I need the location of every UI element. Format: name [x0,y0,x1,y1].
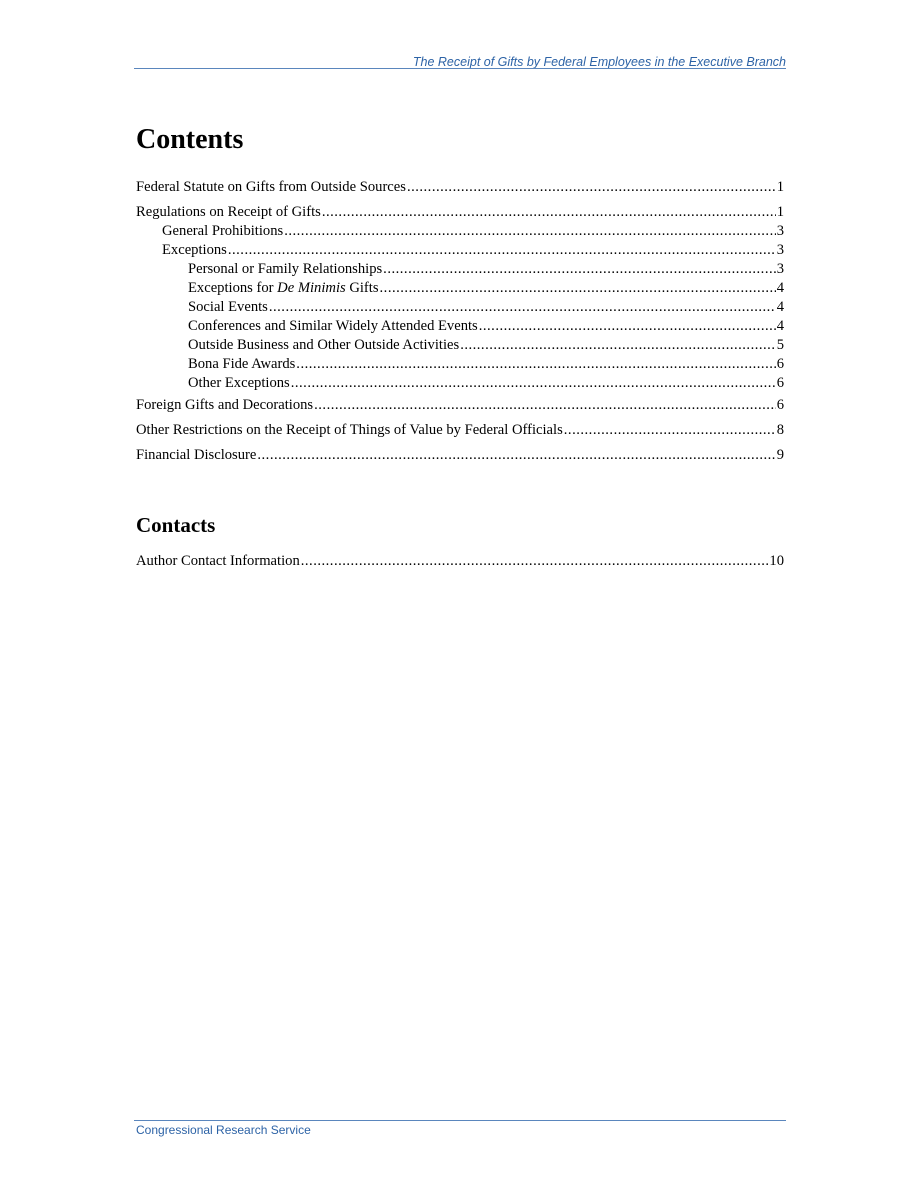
contacts-list [136,552,784,571]
toc-entry[interactable] [136,178,784,197]
toc-entry[interactable] [136,374,784,393]
toc-entry[interactable] [136,203,784,222]
toc-title-italic: De Minimis [277,280,346,296]
toc-dot-leader [284,222,776,241]
toc-page-number: 3 [776,261,784,277]
running-footer: Congressional Research Service [136,1123,311,1137]
toc-entry-title: Financial Disclosure [136,447,257,463]
toc-entry[interactable] [136,241,784,260]
toc-page-number: 4 [776,280,784,296]
toc-dot-leader [257,446,775,465]
toc-dot-leader [322,203,776,222]
toc-page-number: 1 [776,204,784,220]
toc-dot-leader [460,336,776,355]
toc-dot-leader [383,260,776,279]
toc-page-number: 6 [776,397,784,413]
toc-entry[interactable] [136,336,784,355]
toc-entry-title: Outside Business and Other Outside Activities [188,337,460,353]
toc-page-number: 3 [776,242,784,258]
toc-page-number: 5 [776,337,784,353]
toc-dot-leader [314,396,776,415]
toc-entry[interactable] [136,279,784,298]
toc-entry-title: General Prohibitions [162,223,284,239]
toc-page-number: 4 [776,299,784,315]
footer-rule [134,1120,786,1121]
toc-entry-title: Bona Fide Awards [188,356,296,372]
toc-dot-leader [269,298,776,317]
toc-dot-leader [228,241,776,260]
toc-entry[interactable] [136,317,784,336]
toc-page-number: 9 [776,447,784,463]
toc-entry-title [188,279,379,298]
toc-title-prefix: Exceptions for [188,280,278,296]
toc-entry-title: Personal or Family Relationships [188,261,383,277]
toc-page-number: 3 [776,223,784,239]
toc-entry-title: Author Contact Information [136,553,300,569]
running-header: The Receipt of Gifts by Federal Employees in the Executive Branch [412,55,786,69]
toc-dot-leader [301,552,769,571]
header-rule [134,68,786,69]
toc-entry[interactable] [136,421,784,440]
toc-page-number: 1 [776,179,784,195]
toc-entry-title: Exceptions [162,242,227,258]
toc-page-number: 8 [776,422,784,438]
toc-dot-leader [380,279,776,298]
toc-page-number: 10 [769,553,784,569]
toc-dot-leader [407,178,776,197]
toc-entry[interactable] [136,260,784,279]
toc-entry[interactable] [136,222,784,241]
toc-title-suffix: Gifts [345,280,379,296]
toc-entry[interactable] [136,355,784,374]
toc-dot-leader [479,317,776,336]
contacts-heading: Contacts [136,513,216,537]
toc-dot-leader [291,374,776,393]
toc-page-number: 6 [776,356,784,372]
toc-entry[interactable] [136,298,784,317]
table-of-contents [136,178,784,465]
toc-dot-leader [564,421,776,440]
toc-entry-title: Other Exceptions [188,375,290,391]
toc-entry-title: Conferences and Similar Widely Attended Events [188,318,478,334]
toc-page-number: 6 [776,375,784,391]
toc-entry[interactable] [136,552,784,571]
toc-page-number: 4 [776,318,784,334]
toc-entry-title: Regulations on Receipt of Gifts [136,204,321,220]
toc-dot-leader [296,355,775,374]
toc-entry-title: Social Events [188,299,268,315]
contents-heading: Contents [136,124,244,155]
toc-entry[interactable] [136,446,784,465]
toc-entry[interactable] [136,396,784,415]
toc-entry-title: Other Restrictions on the Receipt of Things of Value by Federal Officials [136,422,563,438]
toc-entry-title: Federal Statute on Gifts from Outside Sources [136,179,406,195]
toc-entry-title: Foreign Gifts and Decorations [136,397,314,413]
